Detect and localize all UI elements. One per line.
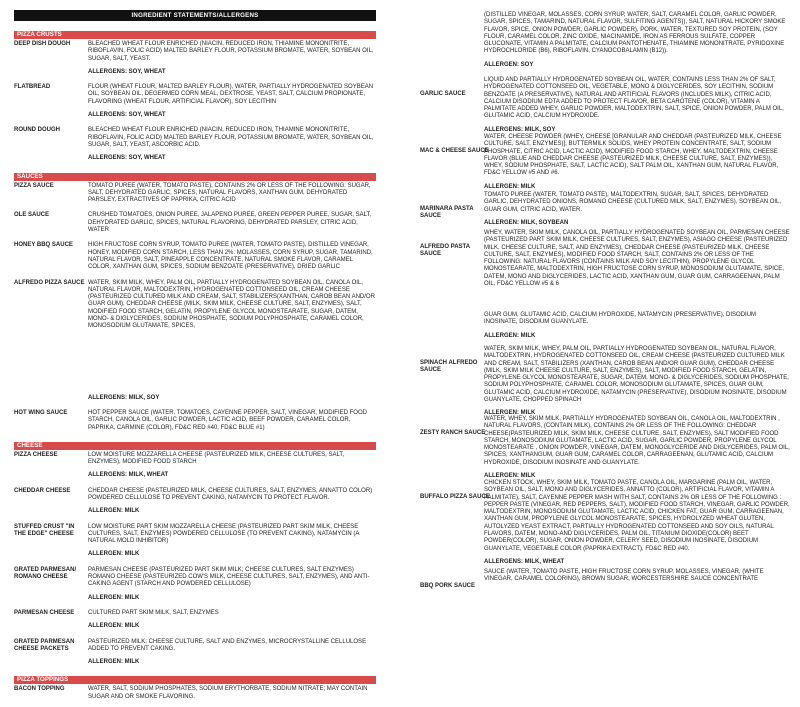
spacer xyxy=(88,204,376,210)
section-header: PIZZA CRUSTS xyxy=(14,31,376,39)
ingredient-item xyxy=(14,127,376,168)
ingredient-text: WATER, SKIM MILK, WHEY, PALM OIL, PARTIALLY HYDROGENATED SOYBEAN OIL, CANOLA OIL, NATURAL FLAVOR, MALTODEXTRIN, HYDROGENATED COTTONSEED OIL, CREAM CHEESE (PASTEURIZED CULTURED MILK AND CREAM, SALT, STABILIZERS(XANTHAN, CAROB BEAN AND/OR GUAR GUM), CHEDDAR CHEESE (MILK, SKIM MILK, CHEESE CULTURE, SALT, ENZYMES), SALT, MODIFIED FOOD STARCH, GELATIN, PROPYLENE GLYCOL MONOSTEARATE, SUGAR, DATEM, MONO- & DIGLYCERIDES, SODIUM PHOSPHATE, SODIUM POLYPHOSPHATE, CARAMEL COLOR, MONOSODIUM GLUTAMATE, SPICES, xyxy=(88,279,375,330)
ingredient-item xyxy=(14,212,376,240)
item-name: GRATED PARMESAN CHEESE PACKETS xyxy=(14,638,75,652)
item-name: HONEY BBQ SAUCE xyxy=(14,242,73,249)
item-name: MAC & CHEESE SAUCE xyxy=(420,148,489,154)
item-name: PIZZA SAUCE xyxy=(14,182,54,189)
item-name: ALFREDO PIZZA SAUCE xyxy=(14,279,85,286)
item-name: DEEP DISH DOUGH xyxy=(14,41,71,47)
item-body xyxy=(484,312,790,340)
item-body xyxy=(88,452,376,486)
item-name: GARLIC SAUCE xyxy=(420,91,466,97)
ingredient-text: TOMATO PUREE (WATER, TOMATO PASTE), CONTAINS 2% OR LESS OF THE FOLLOWING: SUGAR, SALT, DEHYDRATED GARLIC, SPICES, NATURAL FLAVORS, XANTHAN GUM, DEHYDRATED PARSLEY, EXTRACTIVES OF PAPRIKA, CITRIC ACID xyxy=(88,182,371,204)
ingredient-item xyxy=(14,610,376,637)
ingredient-text: BLEACHED WHEAT FLOUR ENRICHED (NIACIN, REDUCED IRON, THIAMINE MONONITRITE, RIBOFLAVIN, FOLIC ACID) MALTED BARLEY FLOUR, POTASSIUM BROMATE, WATER, SOYBEAN OIL, SUGAR, SALT, YEAST. xyxy=(88,41,374,62)
ingredient-text: LIQUID AND PARTIALLY HYDROGENATED SOYBEAN OIL, WATER, CONTAINS LESS THAN 2% OF SALT, HYDROGENATED COTTONSEED OIL, VEGETABLE, MONO & DIGLYCERIDES, SOY LECITHIN, SODIUM BENZOATE (A PRESERVATIVE), NATURAL AND ARTIFICIAL FLAVORS (INCLUDES MILK), CITRIC ACID, CALCIUM DISODIUM EDTA ADDED TO PROTECT FLAVOR, BETA CAROTENE (COLOR), VITAMIN A PALMITATE ADDED WHEY, GARLIC POWDER, MALTODEXTRIN, SALT, SPICE, ONION POWDER, PALM OIL, GLUTAMIC ACID, CALCIUM HYDROXIDE. xyxy=(484,77,784,120)
ingredient-item xyxy=(14,567,376,608)
ingredient-item xyxy=(14,488,376,522)
item-body xyxy=(484,230,790,288)
ingredient-text: HIGH FRUCTOSE CORN SYRUP, TOMATO PUREE (WATER, TOMATO PASTE), DISTILLED VINEGAR, HONEY, MODIFIED CORN STARCH, LESS THAN 2%: MOLASSES, CORN SYRUP, SUGAR, TAMARIND, NATURAL FLAVOR, SALT, PINEAPPLE CONCENTRATE, NATURAL SMOKE FLAVOR, CARAMEL COLOR, XANTHAN GUM, SPICES, SODIUM BENZOATE (PRESERVATIVE), DRIED GARLIC xyxy=(88,242,373,271)
ingredient-item xyxy=(14,280,376,408)
item-name: ZESTY RANCH SAUCE xyxy=(420,430,486,436)
item-body xyxy=(88,488,376,522)
item-name: SPINACH ALFREDO SAUCE xyxy=(420,360,478,374)
allergen-statement: ALLERGEN: MILK xyxy=(484,473,536,480)
item-name: ALFREDO PASTA SAUCE xyxy=(420,244,470,258)
section-header: SAUCES xyxy=(14,173,376,181)
item-name: GRATED PARMESAN/ ROMANO CHEESE xyxy=(14,566,77,581)
item-name: HOT WING SAUCE xyxy=(14,409,68,416)
item-body xyxy=(88,686,376,707)
item-body xyxy=(88,410,376,438)
ingredient-text: BLEACHED WHEAT FLOUR ENRICHED (NIACIN, REDUCED IRON, THIAMINE MONONITRITE, RIBOFLAVIN, FOLIC ACID) MALTED BARLEY FLOUR, POTASSIUM BROMATE, WATER, SOYBEAN OIL, SUGAR, SALT, YEAST, ASCORBIC ACID. xyxy=(88,127,374,148)
ingredient-text: LOW MOISTURE MOZZARELLA CHEESE (PASTEURIZED MILK, CHEESE CULTURES, SALT, ENZYMES), MODIFIED FOOD STARCH xyxy=(88,451,345,466)
item-body xyxy=(88,280,376,408)
ingredient-item xyxy=(14,452,376,486)
ingredient-text: SAUCE (WATER, TOMATO PASTE, HIGH FRUCTOSE CORN SYRUP, MOLASSES, VINEGAR, (WHITE VINEGAR, CARAMEL COLORING), BROWN SUGAR, WORCESTERSHIRE SAUCE CONCENTRATE xyxy=(484,569,764,583)
item-name: PIZZA CHEESE xyxy=(14,451,58,458)
left-content xyxy=(14,31,376,707)
item-name: OLE SAUCE xyxy=(14,212,50,219)
allergen-statement: ALLERGEN: MILK xyxy=(88,508,140,515)
item-name: STUFFED CRUST "IN THE EDGE" CHEESE xyxy=(14,523,75,537)
allergen-statement: ALLERGEN: MILK xyxy=(484,183,536,190)
item-body xyxy=(484,569,790,584)
item-name: BBQ PORK SAUCE xyxy=(420,583,476,589)
allergen-statement: ALLERGEN: MILK, SOYBEAN xyxy=(484,219,569,226)
ingredient-text: WATER, CHEESE POWDER (WHEY, CHEESE [GRANULAR AND CHEDDAR (PASTEURIZED MILK, CHEESE CULTURE, SALT, ENZYMES)], BUTTERMILK SOLIDS, WHEY PROTEIN CONCENTRATE, SALT, SODIUM PHOSPHATE, CITRIC ACID, LACTIC ACID), MODIFIED FOOD STARCH, WHEY, MALTODEXTRIN, CHEESE FLAVOR (BLUE AND CHEDDAR CHEESE (PASTEURIZED MILK, CHEESE CULTURE, SALT, ENZYMES)), WHEY, SODIUM PHOSPHATE, SALT, LACTIC ACID), SALT PALM OIL, XANTHAN GUM, NATURAL FLAVOR, FD&C YELLOW #5 AND #6. xyxy=(484,134,782,177)
ingredient-text: PASTEURIZED MILK; CHEESE CULTURE, SALT AND ENZYMES, MICROCRYSTALLINE CELLULOSE ADDED TO PREVENT CAKING. xyxy=(88,638,367,652)
item-body xyxy=(88,242,376,277)
allergen-statement: ALLERGENS: MILK, SOY xyxy=(484,126,556,133)
item-body xyxy=(88,84,376,125)
item-body xyxy=(484,77,790,134)
ingredient-text: CRUSHED TOMATOES, ONION PUREE, JALAPENO PUREE, GREEN PEPPER PUREE, SUGAR, SALT, DEHYDRATED GARLIC, SPICES, NATURAL FLAVORING, DEHYDRATED PARSLEY, CITRIC ACID, WATER xyxy=(88,212,372,234)
allergen-statement: ALLERGEN: MILK xyxy=(484,332,536,339)
ingredient-item xyxy=(14,41,376,82)
section-header: PIZZA TOPPINGS xyxy=(14,676,376,684)
ingredient-text: CULTURED PART SKIM MILK, SALT, ENZYMES xyxy=(88,609,219,616)
spacer xyxy=(88,331,376,389)
item-body xyxy=(484,416,790,480)
allergen-statement: ALLERGENS: MILK, WHEAT xyxy=(88,472,169,479)
item-body xyxy=(88,610,376,637)
item-body xyxy=(484,12,790,69)
item-name: ROUND DOUGH xyxy=(14,127,60,134)
item-name: CHEDDAR CHEESE xyxy=(14,487,71,494)
item-name: BUFFALO PIZZA SAUCE xyxy=(420,494,490,500)
ingredient-text: TOMATO PUREE (WATER, TOMATO PASTE), MALTODEXTRIN, SUGAR, SALT, SPICES, DEHYDRATED GARLIC, DEHYDRATED ONIONS, ROMANO CHEESE (CULTURED MILK, SALT, ENZYMES), SOYBEAN OIL, GUAR GUM, CITRIC ACID, WATER. xyxy=(484,192,782,213)
ingredient-text: WATER, SKIM MILK, WHEY, PALM OIL, PARTIALLY HYDROGENATED SOYBEAN OIL, NATURAL FLAVOR, MALTODEXTRIN, HYDROGENATED COTTONSEED OIL, CREAM CHEESE (PASTEURIZED CULTURED MILK AND CREAM, SALT, STABILIZERS (XANTHAN, CAROB BEAN AND/OR GUAR GUM), CHEDDAR CHEESE (MILK, SKIM MILK CHEESE CULTURE, SALT, ENZYMES), SALT, MODIFIED FOOD STARCH, GELATIN, PROPYLENE GLYCOL MONOSTEARATE, SUGAR, DATEM, MONO- & DIGLYCERIDES, SODIUM PHOSPHATE, SODIUM POLYPHOSPHATE, CARAMEL COLOR, MONOSODIUM GLUTAMATE, SPICES, GUAR GUM, GLUTAMIC ACID, CALCIUM HYDROXIDE, NATAMYCIN (PRESERVATIVE), DISODIUM INOSINATE, DISODIUM GUANYLATE, CHOPPED SPINACH xyxy=(484,346,789,404)
ingredient-item xyxy=(14,242,376,277)
section-header: CHEESE xyxy=(14,442,376,450)
ingredient-item xyxy=(14,410,376,438)
item-name: PARMESAN CHEESE xyxy=(14,609,75,616)
spacer xyxy=(88,432,376,438)
allergen-statement: ALLERGENS: SOY, WHEAT xyxy=(88,155,166,162)
allergen-statement: ALLERGEN: MILK xyxy=(88,659,140,666)
ingredient-item xyxy=(14,183,376,211)
ingredient-text: FLOUR (WHEAT FLOUR, MALTED BARLEY FLOUR), WATER, PARTIALLY HYDROGENATED SOYBEAN OIL, SOYBEAN OIL, DEGERMED CORN MEAL, DEXTROSE, YEAST, SALT, CALCIUM PROPIONATE, FLAVORING (WHEAT FLOUR, ARTIFICIAL FLAVOR), SOY LECITHIN xyxy=(88,84,374,105)
left-column xyxy=(14,0,376,707)
item-body xyxy=(484,480,790,566)
allergen-statement: ALLERGENS: MILK, SOY xyxy=(88,394,160,401)
ingredient-text: HOT PEPPER SAUCE (WATER, TOMATOES, CAYENNE PEPPER, SALT, VINEGAR, MODIFIED FOOD STARCH, CANOLA OIL, GARLIC POWDER, LACTIC ACID, BEEF POWDER, CARAMEL COLOR, PAPRIKA, CARMINE (COLOR), FD&C RED #40, FD&C BLUE #1) xyxy=(88,409,367,431)
allergen-statement: ALLERGEN: SOY xyxy=(484,61,534,68)
allergen-statement: ALLERGEN: MILK xyxy=(88,623,140,630)
item-name: BACON TOPPING xyxy=(14,686,65,693)
item-name: MARINARA PASTA SAUCE xyxy=(420,206,474,220)
ingredient-item xyxy=(14,686,376,707)
item-body xyxy=(88,524,376,565)
ingredient-text: WATER, SALT, SODIUM PHOSPHATES, SODIUM ERYTHORBATE, SODIUM NITRATE; MAY CONTAIN SUGAR AND OR SMOKE FLAVORING. xyxy=(88,686,368,700)
item-body xyxy=(484,134,790,191)
ingredient-text: CHEDDAR CHEESE (PASTEURIZED MILK, CHEESE CULTURES, SALT, ENZYMES, ANNATTO COLOR) POWDERED CELLULOSE TO PREVENT CAKING, NATAMYCIN TO PROTECT FLAVOR. xyxy=(88,487,373,501)
item-body xyxy=(88,127,376,168)
ingredient-text: PARMESAN CHEESE (PASTEURIZED PART SKIM MILK; CHEESE CULTURES, SALT ENZYMES) ROMANO CHEESE (PASTEURIZED COW'S MILK, CHEESE CULTURES, SALT, ENZYMES), AND ANTI-CAKING AGENT (STARCH AND POWDERED CELLULOSE) xyxy=(88,566,370,588)
allergen-statement: ALLERGENS: MILK, WHEAT xyxy=(484,558,565,565)
item-body xyxy=(88,639,376,673)
allergen-statement: ALLERGENS: SOY, WHEAT xyxy=(88,112,166,119)
item-body xyxy=(484,192,790,227)
item-body xyxy=(88,567,376,608)
ingredient-item xyxy=(14,524,376,565)
item-body xyxy=(484,346,790,418)
ingredient-item xyxy=(14,84,376,125)
ingredient-item xyxy=(14,639,376,673)
allergen-statement: ALLERGEN: MILK xyxy=(88,594,140,601)
ingredient-text: (DISTILLED VINEGAR, MOLASSES, CORN SYRUP, WATER, SALT, CARAMEL COLOR, GARLIC POWDER, SUGAR, SPICES, TAMARIND, NATURAL FLAVOR, SULFITING AGENTS)), SALT, NATURAL HICKORY SMOKE FLAVOR, SPICE, ONION POWDER, GARLIC POWDER), PORK, WATER, TEXTURED SOY PROTEIN, (SOY FLOUR, CARAMEL COLOR, ZINC OXIDE, NIACINAMIDE, IRON AS FERROUS SULFATE, COPPER GLUCONATE, VITAMIN A PALMITATE, CALCIUM PANTOTHENATE, THIAMINE MONONITRATE, PYRIDOXINE HYDROCHLORIDE (B6), RIBOFLAVIN, CYANOCOBALAMIN (B12)). xyxy=(484,12,786,55)
item-body xyxy=(88,212,376,240)
allergen-statement: ALLERGEN: MILK xyxy=(484,410,536,417)
allergen-statement: ALLERGEN: MILK xyxy=(88,551,140,558)
ingredient-text: WHEY, WATER, SKIM MILK, CANOLA OIL, PARTIALLY HYDROGENATED SOYBEAN OIL, PARMESAN CHEESE (PASTEURIZED PART SKIM MILK, CHEESE CULTURES, SALT, ENZYMES), ASIAGO CHEESE (PASTEURIZED MILK, CHEESE CULTURE, SALT, AND ENZYMES), CHEDDAR CHEESE (PASTEURIZED MILK, CHEESE CULTURE, SALT, ENZYMES), MODIFIED FOOD STARCH, SALT, CONTAINS 2% OR LESS OF THE FOLLOWING: NATURAL FLAVORS (CONTAINS MILK AND SOY LECITHIN), PROPYLENE GLYCOL MONOSTEARATE, MALTODEXTRIN, HIGH FRUCTOSE CORN SYRUP, MONOSODIUM GLUTAMATE, SPICE, DATEM, MONO AND DIGLYCERIDES, LACTIC ACID, XANTHAN GUM, GUAR GUM, CARRAGEENAN, PALM OIL, FD&C YELLOW #5 & 6 xyxy=(484,230,790,288)
ingredient-text: LOW MOISTURE PART SKIM MOZZARELLA CHEESE (PASTEURIZED PART SKIM MILK, CHEESE CULTURES, SALT, ENZYMES) POWDERED CELLULOSE (TO PREVENT CAKING), NATAMYCIN (A NATURAL MOLD INHIBITOR) xyxy=(88,523,360,545)
spacer xyxy=(88,701,376,707)
item-name: FLATBREAD xyxy=(14,84,51,91)
item-body xyxy=(88,41,376,82)
allergen-statement: ALLERGENS: SOY, WHEAT xyxy=(88,68,166,75)
ingredient-text: CHICKEN STOCK, WHEY, SKIM MILK, TOMATO PASTE, CANOLA OIL, MARGARINE (PALM OIL, WATER, SOYBEAN OIL, SALT, MONO AND DIGLYCERIDES, ANNATTO (COLOR), ARTIFICIAL FLAVOR, VITAMIN A PALMITATE), SALT, CAYENNE PEPPER MASH WITH SALT, CONTAINS 2% OR LESS OF THE FOLLOWING : PEPPER PASTE (VINEGAR, RED PEPPERS, SALT), MODIFIED FOOD STARCH, VINEGAR, GARLIC POWDER, MALTODEXTRIN, MONOSODIUM GLUTAMATE, LACTIC ACID, CHICKEN FAT, GUAR GUM, CARRAGEENAN, XANTHAN GUM, PROPYLENE GLYCOL MONOSTEARATE, SPICES, HYDROLYZED WHEAT GLUTEN, AUTOLYZED YEAST EXTRACT, PARTIALLY HYDROGENATED COTTONSEED AND SOY OILS, NATURAL FLAVORS, DATEM, MONO-AND DIGLYCERIDES, PALM OIL, TITANIUM DIOXIDE(COLOR) BEET POWDER(COLOR), SUGAR, ONION POWDER, CELERY SEED, DISODIUM INOSINATE, DISODIUM GUANYLATE, VEGETABLE COLOR (PAPRIKA EXTRACT), FD&C RED #40. xyxy=(484,480,790,552)
page-title: INGREDIENT STATEMENTS/ALLERGENS xyxy=(14,10,376,21)
ingredient-text: GUAR GUM, GLUTAMIC ACID, CALCIUM HYDROXIDE, NATAMYCIN (PRESERVATIVE), DISODIUM INOSINATE, DISODIUM GUANYLATE. xyxy=(484,312,757,326)
spacer xyxy=(88,272,376,278)
item-body xyxy=(88,183,376,211)
ingredient-text: WATER, WHEY, SKIM MILK, PARTIALLY HYDROGENATED SOYBEAN OIL, CANOLA OIL, MALTODEXTRIN , NATURAL FLAVORS, (CONTAIN MILK), CONTAINS 2% OR LESS OF THE FOLLOWING: CHEDDAR CHEESE(PASTEURIZED MILK, SKIM MILK, CHEESE CULTURE, SALT, ENZYMES), SALT MODIFIED FOOD STARCH, MONOSODIUM GLUTAMATE, LACTIC ACID, SUGAR, GARLIC POWDER, PROPYLENE GLYCOL MONOSTEARATE , ONION POWDER, VINEGAR, DATEM, MONOGLYCERIDE AND DIGLYCERIDES, PALM OIL, SPICES, XANTHANGUM, GUAR GUM, CARAMEL COLOR, CARRAGEENAN, GLUTAMIC ACID, CALCIUM HYDROXIDE, DISODIUM INOSINATE AND GUANYLATE. xyxy=(484,416,790,466)
spacer xyxy=(88,234,376,240)
